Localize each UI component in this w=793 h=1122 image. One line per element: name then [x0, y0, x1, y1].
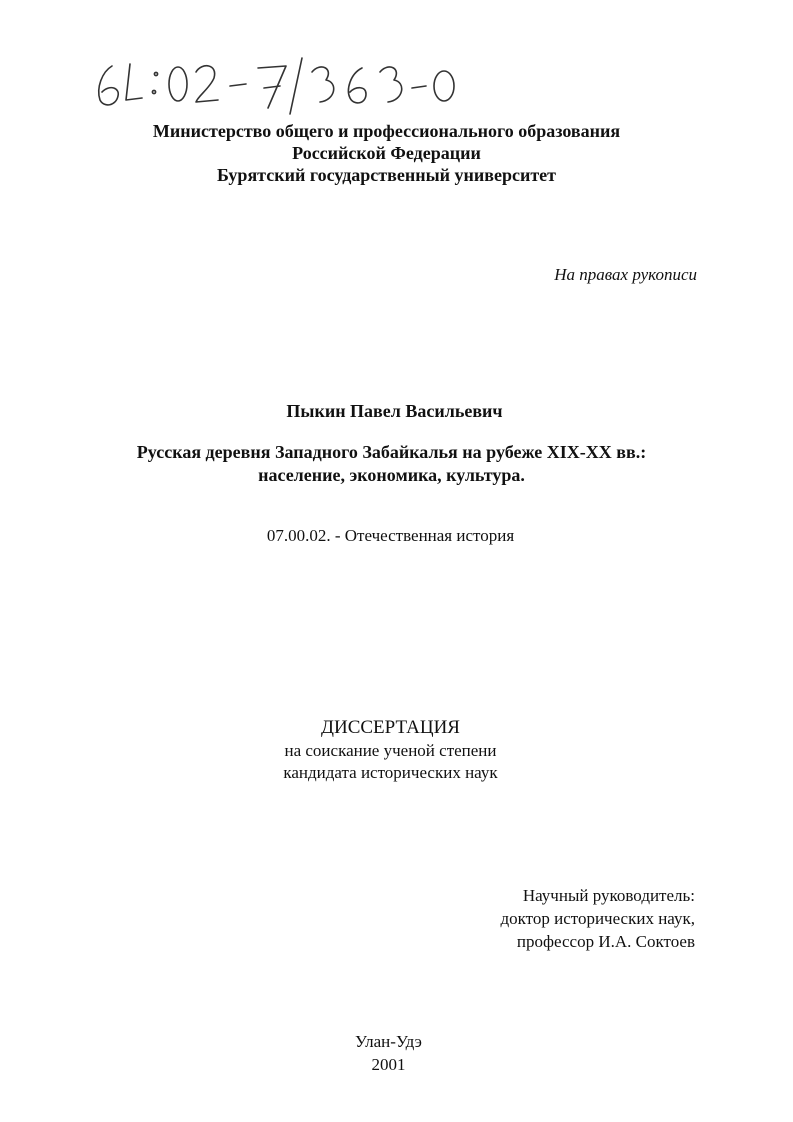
year: 2001 [371, 1055, 406, 1074]
dissertation-line-2: кандидата исторических наук [283, 763, 498, 782]
title-line-2: население, экономика, культура. [258, 465, 525, 485]
handwritten-code-drawing [90, 48, 490, 118]
ministry-line-1: Министерство общего и профессионального образования [152, 121, 621, 141]
dissertation-title [0, 441, 788, 487]
dissertation-block [0, 716, 787, 784]
specialty-code: 07.00.02. - Отечественная история [266, 526, 515, 545]
dissertation-heading: ДИССЕРТАЦИЯ [321, 717, 460, 738]
ministry-line-3: Бурятский государственный университет [216, 165, 557, 185]
ministry-line-2: Российской Федерации [292, 143, 481, 163]
place-and-year [0, 1030, 785, 1076]
title-line-1: Русская деревня Западного Забайкалья на рубеже XIX-XX вв.: [136, 442, 647, 462]
handwritten-archive-code [90, 48, 490, 118]
rights-note: На правах рукописи [554, 265, 697, 284]
city: Улан-Удэ [355, 1032, 422, 1051]
supervisor-label: Научный руководитель: [522, 886, 695, 905]
dissertation-line-1: на соискание ученой степени [284, 741, 497, 760]
supervisor-name: профессор И.А. Соктоев [516, 932, 695, 951]
supervisor-block [500, 884, 695, 953]
supervisor-degree: доктор исторических наук, [500, 909, 695, 928]
ministry-header [0, 120, 783, 186]
author-name: Пыкин Павел Васильевич [286, 401, 503, 421]
